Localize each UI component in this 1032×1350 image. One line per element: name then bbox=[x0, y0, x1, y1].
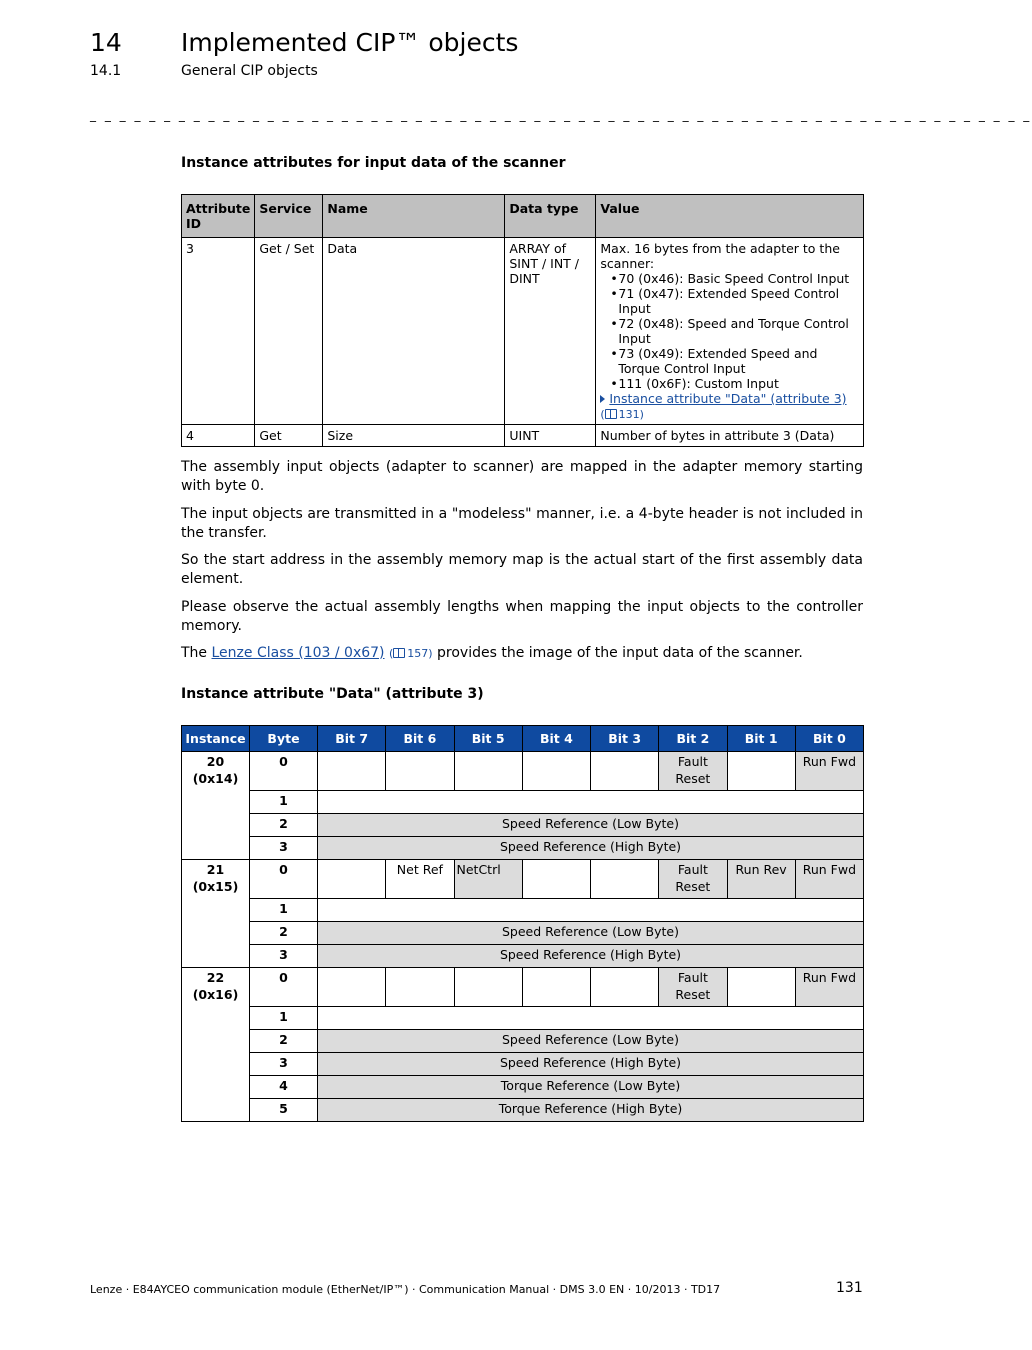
bit-cell bbox=[591, 968, 659, 1007]
paragraph-3: So the start address in the assembly memory map is the actual start of the first assembly data element. bbox=[181, 552, 863, 587]
bit-cell bbox=[386, 752, 454, 791]
table-row bbox=[182, 899, 864, 922]
table-row bbox=[182, 860, 864, 899]
page-ref[interactable]: ( 157) bbox=[388, 647, 433, 660]
col-bit6: Bit 6 bbox=[386, 726, 454, 752]
paragraph-2: The input objects are transmitted in a "modeless" manner, i.e. a 4-byte header is not included in the transfer. bbox=[181, 506, 863, 541]
cell-id: 4 bbox=[182, 425, 255, 447]
list-item: • 73 (0x49): Extended Speed and Torque Control Input bbox=[610, 346, 859, 376]
bit-cell: Run Fwd bbox=[795, 968, 863, 1007]
list-item: • 71 (0x47): Extended Speed Control Input bbox=[610, 286, 859, 316]
attribute-table-header bbox=[182, 195, 864, 238]
byte-cell: 3 bbox=[250, 945, 318, 968]
col-bit5: Bit 5 bbox=[454, 726, 522, 752]
p5-after: provides the image of the input data of the scanner. bbox=[432, 645, 803, 661]
chapter-title: Implemented CIP™ objects bbox=[181, 28, 519, 57]
instance-number: 20 bbox=[206, 754, 225, 769]
byte-cell: 3 bbox=[250, 1053, 318, 1076]
table-row bbox=[182, 837, 864, 860]
byte-cell: 3 bbox=[250, 837, 318, 860]
p5-before: The bbox=[181, 645, 212, 661]
section1-heading: Instance attributes for input data of the scanner bbox=[181, 155, 566, 171]
byte-span-cell: Speed Reference (Low Byte) bbox=[318, 922, 864, 945]
paragraph-1: The assembly input objects (adapter to scanner) are mapped in the adapter memory starting with byte 0. bbox=[181, 459, 863, 494]
instance-hex: (0x15) bbox=[192, 879, 239, 894]
bit-table-header bbox=[182, 726, 864, 752]
byte-cell: 5 bbox=[250, 1099, 318, 1122]
arrow-right-icon bbox=[600, 395, 605, 403]
byte-span-cell: Speed Reference (High Byte) bbox=[318, 945, 864, 968]
bit-cell: Fault Reset bbox=[659, 968, 727, 1007]
bit-cell: NetCtrl bbox=[454, 860, 522, 899]
col-value: Value bbox=[596, 195, 864, 238]
cell-datatype: UINT bbox=[505, 425, 596, 447]
table-row bbox=[182, 425, 864, 447]
byte-span-cell: Torque Reference (High Byte) bbox=[318, 1099, 864, 1122]
col-service: Service bbox=[255, 195, 323, 238]
instance-cell bbox=[182, 968, 250, 1122]
bit-cell: Run Rev bbox=[727, 860, 795, 899]
table-row bbox=[182, 752, 864, 791]
bit-cell bbox=[522, 968, 590, 1007]
byte-cell: 1 bbox=[250, 791, 318, 814]
bit-cell: Run Fwd bbox=[795, 752, 863, 791]
book-icon bbox=[393, 648, 405, 658]
table-row bbox=[182, 945, 864, 968]
page-ref[interactable]: ( 131) bbox=[600, 408, 644, 421]
list-item: • 111 (0x6F): Custom Input bbox=[610, 376, 859, 391]
bit-cell bbox=[318, 860, 386, 899]
bit-cell: Run Fwd bbox=[795, 860, 863, 899]
cell-name: Data bbox=[323, 238, 505, 425]
cell-datatype: ARRAY of SINT / INT / DINT bbox=[505, 238, 596, 425]
table-row bbox=[182, 1030, 864, 1053]
table-row bbox=[182, 1053, 864, 1076]
bit-cell bbox=[318, 752, 386, 791]
col-attribute-id: Attribute ID bbox=[182, 195, 255, 238]
byte-span-cell bbox=[318, 899, 864, 922]
byte-cell: 0 bbox=[250, 860, 318, 899]
byte-cell: 0 bbox=[250, 968, 318, 1007]
section2-heading: Instance attribute "Data" (attribute 3) bbox=[181, 686, 484, 702]
bit-cell bbox=[386, 968, 454, 1007]
byte-span-cell: Speed Reference (High Byte) bbox=[318, 1053, 864, 1076]
table-row bbox=[182, 922, 864, 945]
book-icon bbox=[605, 409, 617, 419]
byte-cell: 2 bbox=[250, 922, 318, 945]
link-lenze-class[interactable]: Lenze Class (103 / 0x67) bbox=[211, 645, 385, 661]
table-row bbox=[182, 1076, 864, 1099]
bit-cell bbox=[591, 752, 659, 791]
footer-text: Lenze · E84AYCEO communication module (EtherNet/IP™) · Communication Manual · DMS 3.0 EN · 10/2013 · TD17 bbox=[90, 1283, 721, 1296]
col-bit4: Bit 4 bbox=[522, 726, 590, 752]
bit-cell: Net Ref bbox=[386, 860, 454, 899]
byte-cell: 1 bbox=[250, 899, 318, 922]
list-item: • 72 (0x48): Speed and Torque Control Input bbox=[610, 316, 859, 346]
bit-cell bbox=[727, 752, 795, 791]
value-intro: Max. 16 bytes from the adapter to the scanner: bbox=[600, 241, 840, 271]
byte-span-cell: Speed Reference (High Byte) bbox=[318, 837, 864, 860]
col-bit7: Bit 7 bbox=[318, 726, 386, 752]
col-bit2: Bit 2 bbox=[659, 726, 727, 752]
paragraph-4: Please observe the actual assembly lengths when mapping the input objects to the controller memory. bbox=[181, 599, 863, 634]
instance-hex: (0x16) bbox=[192, 987, 239, 1002]
bit-cell: Fault Reset bbox=[659, 860, 727, 899]
bit-cell bbox=[522, 752, 590, 791]
col-instance: Instance bbox=[182, 726, 250, 752]
page-ref-number: 131 bbox=[618, 408, 640, 421]
table-row bbox=[182, 1007, 864, 1030]
col-bit0: Bit 0 bbox=[795, 726, 863, 752]
byte-span-cell bbox=[318, 1007, 864, 1030]
cell-value bbox=[596, 238, 864, 425]
page-number: 131 bbox=[836, 1280, 863, 1296]
byte-cell: 2 bbox=[250, 1030, 318, 1053]
col-data-type: Data type bbox=[505, 195, 596, 238]
byte-cell: 1 bbox=[250, 1007, 318, 1030]
value-list bbox=[600, 271, 859, 391]
instance-cell bbox=[182, 860, 250, 968]
byte-span-cell: Speed Reference (Low Byte) bbox=[318, 814, 864, 837]
table-row bbox=[182, 238, 864, 425]
bit-cell bbox=[591, 860, 659, 899]
instance-number: 21 bbox=[206, 862, 225, 877]
bit-cell bbox=[727, 968, 795, 1007]
col-bit3: Bit 3 bbox=[591, 726, 659, 752]
cell-id: 3 bbox=[182, 238, 255, 425]
byte-cell: 2 bbox=[250, 814, 318, 837]
link-instance-attribute-data[interactable]: Instance attribute "Data" (attribute 3) bbox=[609, 391, 847, 406]
list-item: • 70 (0x46): Basic Speed Control Input bbox=[610, 271, 859, 286]
chapter-number: 14 bbox=[90, 28, 122, 57]
instance-hex: (0x14) bbox=[192, 771, 239, 786]
table-row bbox=[182, 1099, 864, 1122]
table-row bbox=[182, 814, 864, 837]
bit-map-table bbox=[181, 725, 864, 1122]
cross-reference bbox=[600, 391, 859, 421]
col-name: Name bbox=[323, 195, 505, 238]
byte-span-cell: Speed Reference (Low Byte) bbox=[318, 1030, 864, 1053]
bit-cell bbox=[454, 752, 522, 791]
bit-cell: Fault Reset bbox=[659, 752, 727, 791]
byte-cell: 0 bbox=[250, 752, 318, 791]
table-row bbox=[182, 791, 864, 814]
cell-value: Number of bytes in attribute 3 (Data) bbox=[596, 425, 864, 447]
col-bit1: Bit 1 bbox=[727, 726, 795, 752]
section-number: 14.1 bbox=[90, 63, 122, 79]
bit-cell bbox=[522, 860, 590, 899]
section-title: General CIP objects bbox=[181, 63, 318, 79]
header-divider: _ _ _ _ _ _ _ _ _ _ _ _ _ _ _ _ _ _ _ _ _ _ _ _ _ _ _ _ _ _ _ _ _ _ _ _ _ _ _ _ _ _ _ _ _ _ _ _ _ _ _ _ _ _ _ _ _ _ _ _ _ _ _ _ bbox=[90, 108, 1032, 122]
table-row bbox=[182, 968, 864, 1007]
instance-cell bbox=[182, 752, 250, 860]
instance-number: 22 bbox=[206, 970, 225, 985]
bit-cell bbox=[454, 968, 522, 1007]
page-ref-number: 157 bbox=[407, 647, 429, 660]
col-byte: Byte bbox=[250, 726, 318, 752]
bit-cell bbox=[318, 968, 386, 1007]
byte-cell: 4 bbox=[250, 1076, 318, 1099]
cell-name: Size bbox=[323, 425, 505, 447]
byte-span-cell: Torque Reference (Low Byte) bbox=[318, 1076, 864, 1099]
cell-service: Get / Set bbox=[255, 238, 323, 425]
attribute-table bbox=[181, 194, 864, 447]
byte-span-cell bbox=[318, 791, 864, 814]
paragraph-5 bbox=[181, 644, 863, 663]
cell-service: Get bbox=[255, 425, 323, 447]
